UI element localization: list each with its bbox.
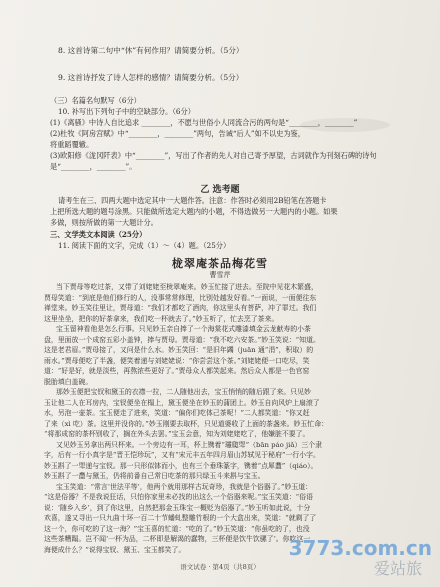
story-line: 这是老君眉。”贾母接了，又问是什么水。妙玉笑回：“是旧年蠲（juān 通“涓”，积取）的 — [44, 346, 314, 354]
story-line: 这里坐坐，把你的好茶拿来，我们吃一杯就去了。”妙玉听了，忙去烹了茶来。 — [44, 314, 279, 323]
story-line: “将那成窑的茶杯别收了，搁在外头去罢。”宝玉会意，知为刘姥姥吃了，他嫌脏不要了。 — [44, 430, 310, 438]
story-line: “这是俗器？不是我说狂话，只怕你家里未必找的出这么一个俗器来呢。”宝玉笑道：“俗语 — [44, 493, 313, 501]
story-body — [44, 282, 404, 555]
story-author: 曹雪芹 — [209, 271, 231, 279]
story-line: 那妙玉便把宝钗和黛玉的衣襟一拉，二人随他出去，宝玉悄悄的随后跟了来。只见妙 — [56, 388, 311, 396]
question-11: 11. 阅读下面的文字，完成（1）～（4）题。（25分） — [58, 241, 231, 250]
story-line: 字，后有一行小真字是“晋王恺珍玩”，又有“宋元丰五年四月眉山苏轼见于秘府”一行小字。 — [44, 451, 320, 459]
story-line: 宝玉笑道：“常言‘世法平等’，他两个就用那样古玩奇珍，我就是个俗器了。”妙玉道： — [56, 482, 313, 491]
story-line: 宝玉留神看他是怎么行事。只见妙玉亲自捧了一个海棠花式雕漆填金云龙献寿的小茶 — [56, 325, 311, 333]
section-b-title: 乙 选考题 — [200, 185, 240, 195]
site-logo: 爱站旅 — [373, 559, 422, 578]
q10-item-1: (1)《离骚》中诗人自比追求 ________，不愿与世俗小人同流合污的两句是“________，________” — [50, 118, 358, 127]
q10-item-2b: 将重蹈覆辙。 — [50, 140, 94, 149]
story-line: 说：‘随乡入乡’，到了你这里，自然把那金玉珠宝一概贬为俗器了。”妙玉听如此说，十分 — [44, 503, 311, 512]
story-line: 又见妙玉另拿出两只杯来。一个旁边有一耳，杯上镌着“𤫩瓟斝”（bān páo jiǎ）三个隶 — [56, 440, 322, 449]
story-line: 当下贾母等吃过茶，又带了刘姥姥至栊翠庵来。妙玉忙接了进去。至院中见花木繁盛， — [56, 283, 318, 291]
story-line: 禅堂来。妙玉笑往里让，贾母道：“我们才都吃了酒肉，你这里头有菩萨，冲了罪过。我们 — [44, 304, 317, 312]
question-8: 8. 这首诗第二句中“休”有何作用？请简要分析。（5分） — [58, 46, 244, 55]
story-line: 这一个，你可吃的了这一海？”宝玉喜的忙道：“吃的了。”妙玉笑道：“你虽吃的了，也没 — [44, 524, 310, 533]
story-line: 贾母笑道：“到底是他们修行的人，没事常常修理，比别处越发好看。”一面说，一面便往东 — [44, 293, 317, 302]
story-line: 脱胎填白盖碗。 — [44, 377, 93, 386]
story-line: 水，另泡一壶茶。宝玉便走了进来，笑道：“偏你们吃体己茶呢！”二人都笑道：“你又赶 — [44, 409, 310, 417]
story-line: 这些茶糟蹋。岂不闻‘一杯为品，二杯即是解渴的蠢物，三杯便是饮牛饮骡了’。你吃这一 — [44, 535, 311, 543]
part3-reading-title: 三、文学类文本阅读（25分） — [50, 230, 147, 239]
section-b-note-2: 上把所选大题的题号涂黑。只能做所选定大题内的小题，不得选做另一大题内的小题。如果 — [50, 207, 338, 216]
q10-item-3: (3)欧阳修《泷冈阡表》中“________”，写出了作者的先人对自己寄予厚望，古词就作为刊刻石碑的诗句 — [50, 151, 377, 160]
story-line: 了来（xì 吃）茶。这里并没你的。”妙玉刚要去取杯，只见道婆收了上面的茶盏来。妙玉忙命： — [44, 419, 328, 428]
question-9: 9. 这首诗抒发了诗人怎样的感情？请简要分析。（5分） — [58, 73, 244, 82]
watermark-text: 3773.com.cn — [288, 536, 432, 560]
story-line: 玉让他二人在耳房内，宝钗便坐在榻上，黛玉便坐在妙玉的蒲团上。妙玉自向风炉上扇滚了 — [44, 398, 320, 407]
story-line: 海便成什么？”说得宝钗、黛玉、宝玉都笑了。 — [44, 545, 186, 554]
story-line: 盘，里面放一个成窑五彩小盖钟，捧与贾母。贾母道：“我不吃六安茶。”妙玉笑说：“知道。 — [44, 335, 320, 344]
section-b-note-1: 请考生在三、四两大题中选定其中一大题作答。注意：作答时必须用2B铅笔在答题卡 — [58, 196, 327, 205]
q10-item-2: (2)杜牧《阿房宫赋》中“________，________”两句，告诫“后人”如不以史为鉴， — [50, 129, 305, 138]
page-footer: 语文试卷 · 第4页（共8页） — [180, 563, 260, 571]
question-10: 10. 补写出下列句子中的空缺部分。（6分） — [58, 107, 195, 116]
section-b-note-3: 多做，则按所做的第一大题计分。 — [50, 218, 158, 227]
part3-header: （三）名篇名句默写（6分） — [50, 96, 141, 105]
story-line: 妙玉斟了一斝递与宝钗。那一只形似钵而小，也有三个垂珠篆字，镌着“点犀䀉”（qiáo）。 — [44, 461, 318, 470]
story-title: 栊翠庵茶品梅花雪 — [172, 257, 268, 270]
story-line: 妙玉斟了一䀉与黛玉，仍将前番自己常日吃茶的那只绿玉斗来斟与宝玉。 — [44, 472, 265, 480]
story-line: 欢喜，遂又寻出一只九曲十环一百二十节蟠虬整雕竹根的一个大盒出来，笑道：“就剩了了 — [44, 514, 317, 522]
story-line: 道：“好是好，就是淡些，再熬浓些更好了。”贾母众人都笑起来。然后众人都是一色官窑 — [44, 367, 310, 375]
story-line: 雨水。”贾母便吃了半盏，便笑着递与刘姥姥说：“你尝尝这个茶。”刘姥姥便一口吃尽，笑 — [44, 356, 310, 365]
q10-item-3b: 是“________，________”。 — [50, 162, 137, 171]
